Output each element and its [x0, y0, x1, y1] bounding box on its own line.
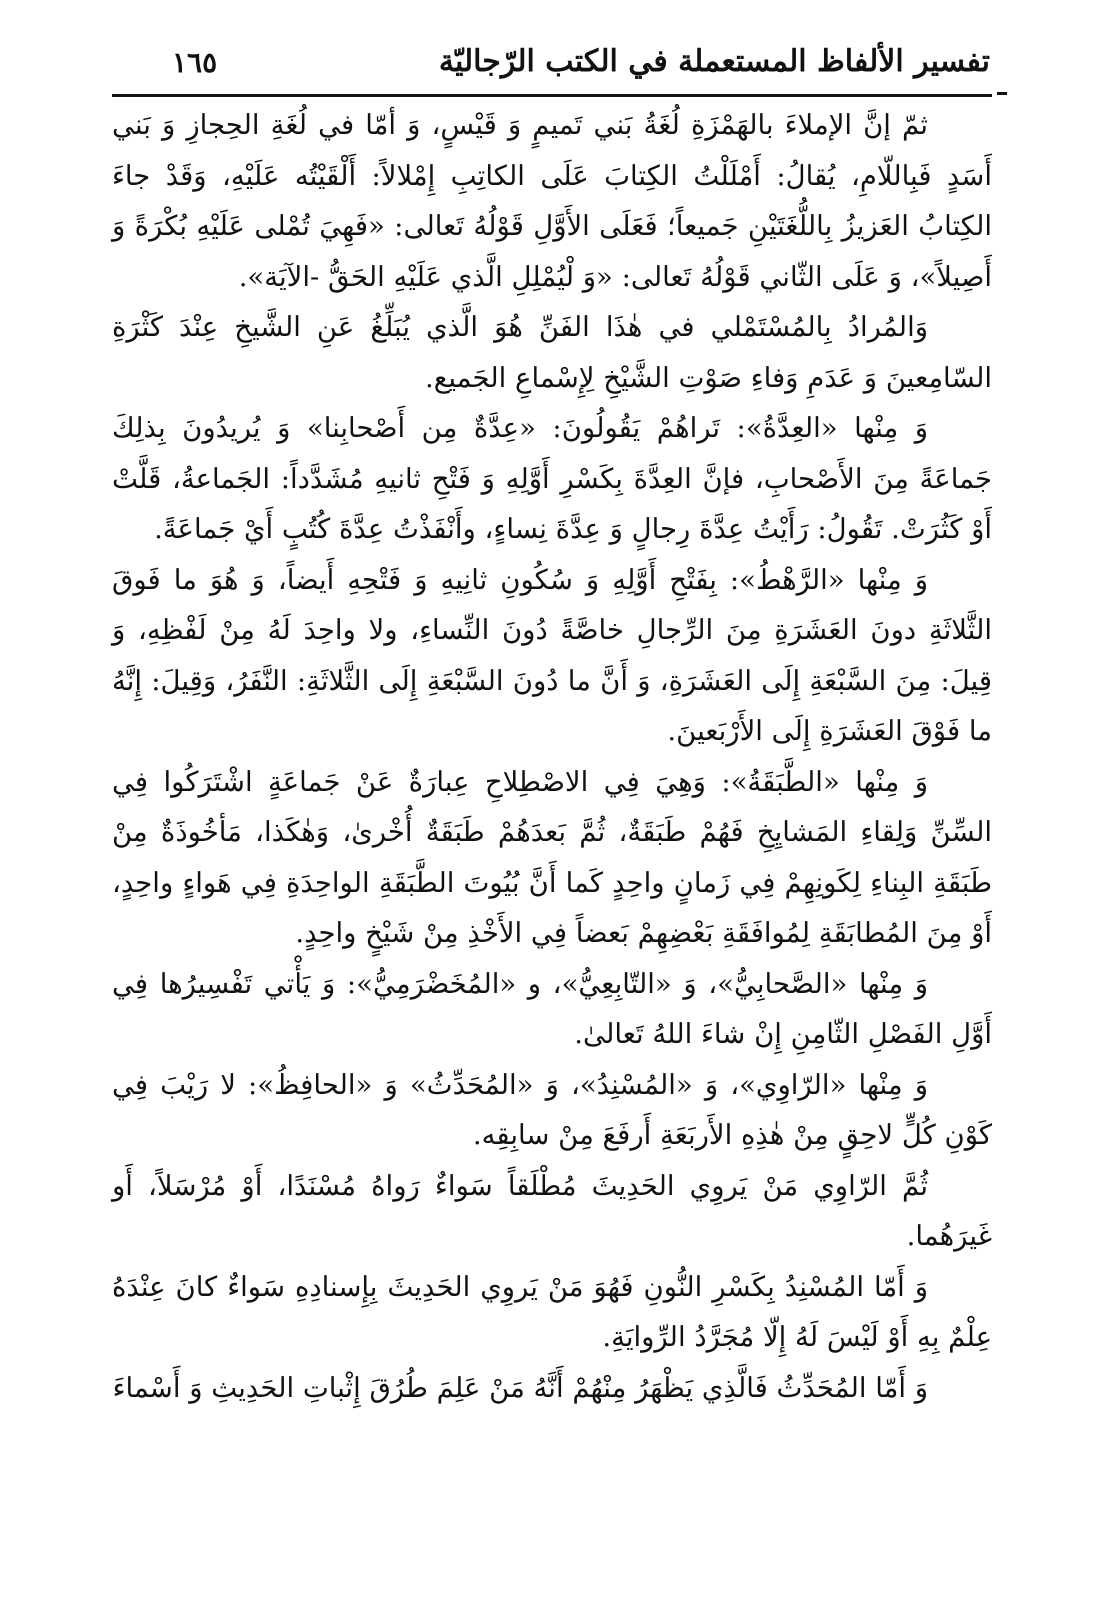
- paragraph-mustamli: وَالمُرادُ بِالمُسْتَمْلي في هٰذَا الفَنِّ هُوَ الَّذي يُبَلِّغُ عَنِ الشَّيخِ عِنْدَ كَثْرَةِ السّامِعينَ وَ عَدَمِ وَفاءِ صَوْتِ الشَّيْخِ لِإِسْماعِ الجَميع.: [112, 311, 992, 394]
- paragraph-musnid: وَ أَمّا المُسْنِدُ بِكَسْرِ النُّونِ فَهُوَ مَنْ يَروِي الحَدِيثَ بِإِسنادِهِ سَواءٌ كانَ عِنْدَهُ عِلْمٌ بِهِ أَوْ لَيْسَ لَهُ إِلّا مُجَرَّدُ الرِّوايَةِ.: [112, 1270, 992, 1353]
- paragraph-imla: ثمّ إنَّ الإملاءَ بالهَمْزَةِ لُغَةُ بَني تَميمٍ وَ قَيْسٍ، وَ أمّا في لُغَةِ الحِجازِ وَ بَني أَسَدٍ فَبِاللّامِ، يُقالُ: أَمْلَلْتُ الكِتابَ عَلَى الكاتِبِ إِمْلالاً: أَلْقَيْتُه عَلَيْهِ، وَقَدْ جاءَ الكِتابُ العَزيزُ بِاللُّغَتَيْنِ جَميعاً؛ فَعَلَى الأَوَّلِ قَوْلُهُ تَعالى: «فَهِيَ تُمْلى عَلَيْهِ بُكْرَةً وَ أَصِيلاً»، وَ عَلَى الثّاني قَوْلُهُ تَعالى: «وَ لْيُمْلِلِ الَّذي عَلَيْهِ الحَقُّ -الآيَة».: [112, 109, 992, 293]
- header-rule: [112, 94, 992, 97]
- page-number: ١٦٥: [172, 46, 218, 79]
- paragraph-muhaddith: وَ أَمّا المُحَدِّثُ فَالَّذِي يَظْهَرُ مِنْهُمْ أَنَّهُ مَنْ عَلِمَ طُرُقَ إِثْباتِ الحَدِيثِ وَ أَسْماءَ: [112, 1371, 928, 1404]
- paragraph-rawi: ثُمَّ الرّاوِي مَنْ يَروِي الحَدِيثَ مُطْلَقاً سَواءٌ رَواهُ مُسْنَدًا، أَوْ مُرْسَلاً، أَو غَيرَهُما.: [112, 1169, 992, 1252]
- header-rule-dot: [997, 92, 1007, 95]
- paragraph-raht: وَ مِنْها «الرَّهْطُ»: بِفَتْحِ أَوَّلِهِ وَ سُكُونِ ثانِيهِ وَ فَتْحِهِ أَيضاً، وَ هُوَ ما فَوقَ الثَّلاثَةِ دونَ العَشَرَةِ مِنَ الرِّجالِ خاصَّةً دُونَ النِّساءِ، ولا واحِدَ لَهُ مِنْ لَفْظِهِ، وَ قِيلَ: مِنَ السَّبْعَةِ إِلَى العَشَرَةِ، وَ أَنَّ ما دُونَ السَّبْعَةِ إِلَى الثَّلاثَةِ: النَّفَرُ، وَقِيلَ: إِنَّهُ ما فَوْقَ العَشَرَةِ إِلَى الأَرْبَعينَ.: [112, 563, 992, 747]
- paragraph-sahabi: وَ مِنْها «الصَّحابِيُّ»، وَ «التّابِعِيُّ»، و «المُخَضْرَمِيُّ»: وَ يَأْتي تَفْسِيرُها فِي أَوَّلِ الفَصْلِ الثّامِنِ إِنْ شاءَ اللهُ تَعالىٰ.: [112, 967, 992, 1050]
- paragraph-rawi-list: وَ مِنْها «الرّاوِي»، وَ «المُسْنِدُ»، وَ «المُحَدِّثُ» وَ «الحافِظُ»: لا رَيْبَ فِي كَوْنِ كُلٍّ لاحِقٍ مِنْ هٰذِهِ الأَربَعَةِ أَرفَعَ مِنْ سابِقِه.: [112, 1068, 992, 1151]
- body-text: [112, 100, 992, 1520]
- running-title: تفسير الألفاظ المستعملة في الكتب الرّجاليّة: [438, 44, 990, 79]
- page-header: [112, 44, 990, 94]
- paragraph-iddah: وَ مِنْها «العِدَّةُ»: تَراهُمْ يَقُولُونَ: «عِدَّةٌ مِن أَصْحابِنا» وَ يُريدُونَ بِذلِكَ جَماعَةً مِنَ الأَصْحابِ، فإنَّ العِدَّةَ بِكَسْرِ أَوَّلِهِ وَ فَتْحِ ثانيهِ مُشَدَّداً: الجَماعةُ، قَلَّتْ أَوْ كَثُرَتْ. تَقُولُ: رَأَيْتُ عِدَّةَ رِجالٍ وَ عِدَّةَ نِساءٍ، وأَنْفَذْتُ عِدَّةَ كُتُبٍ أَيْ جَماعَةً.: [112, 412, 992, 545]
- paragraph-tabaqah: وَ مِنْها «الطَّبَقَةُ»: وَهِيَ فِي الاصْطِلاحِ عِبارَةٌ عَنْ جَماعَةٍ اشْتَرَكُوا فِي السِّنِّ وَلِقاءِ المَشايِخِ فَهُمْ طَبَقَةٌ، ثُمَّ بَعدَهُمْ طَبَقَةٌ أُخْرىٰ، وَهٰكَذا، مَأخُوذَةٌ مِنْ طَبَقَةِ البِناءِ لِكَونِهِمْ فِي زَمانٍ واحِدٍ كَما أَنَّ بُيُوتَ الطَّبَقَةِ الواحِدَةِ فِي هَواءٍ واحِدٍ، أَوْ مِنَ المُطابَقَةِ لِمُوافَقَةِ بَعْضِهِمْ بَعضاً فِي الأَخْذِ مِنْ شَيْخٍ واحِدٍ.: [112, 765, 992, 949]
